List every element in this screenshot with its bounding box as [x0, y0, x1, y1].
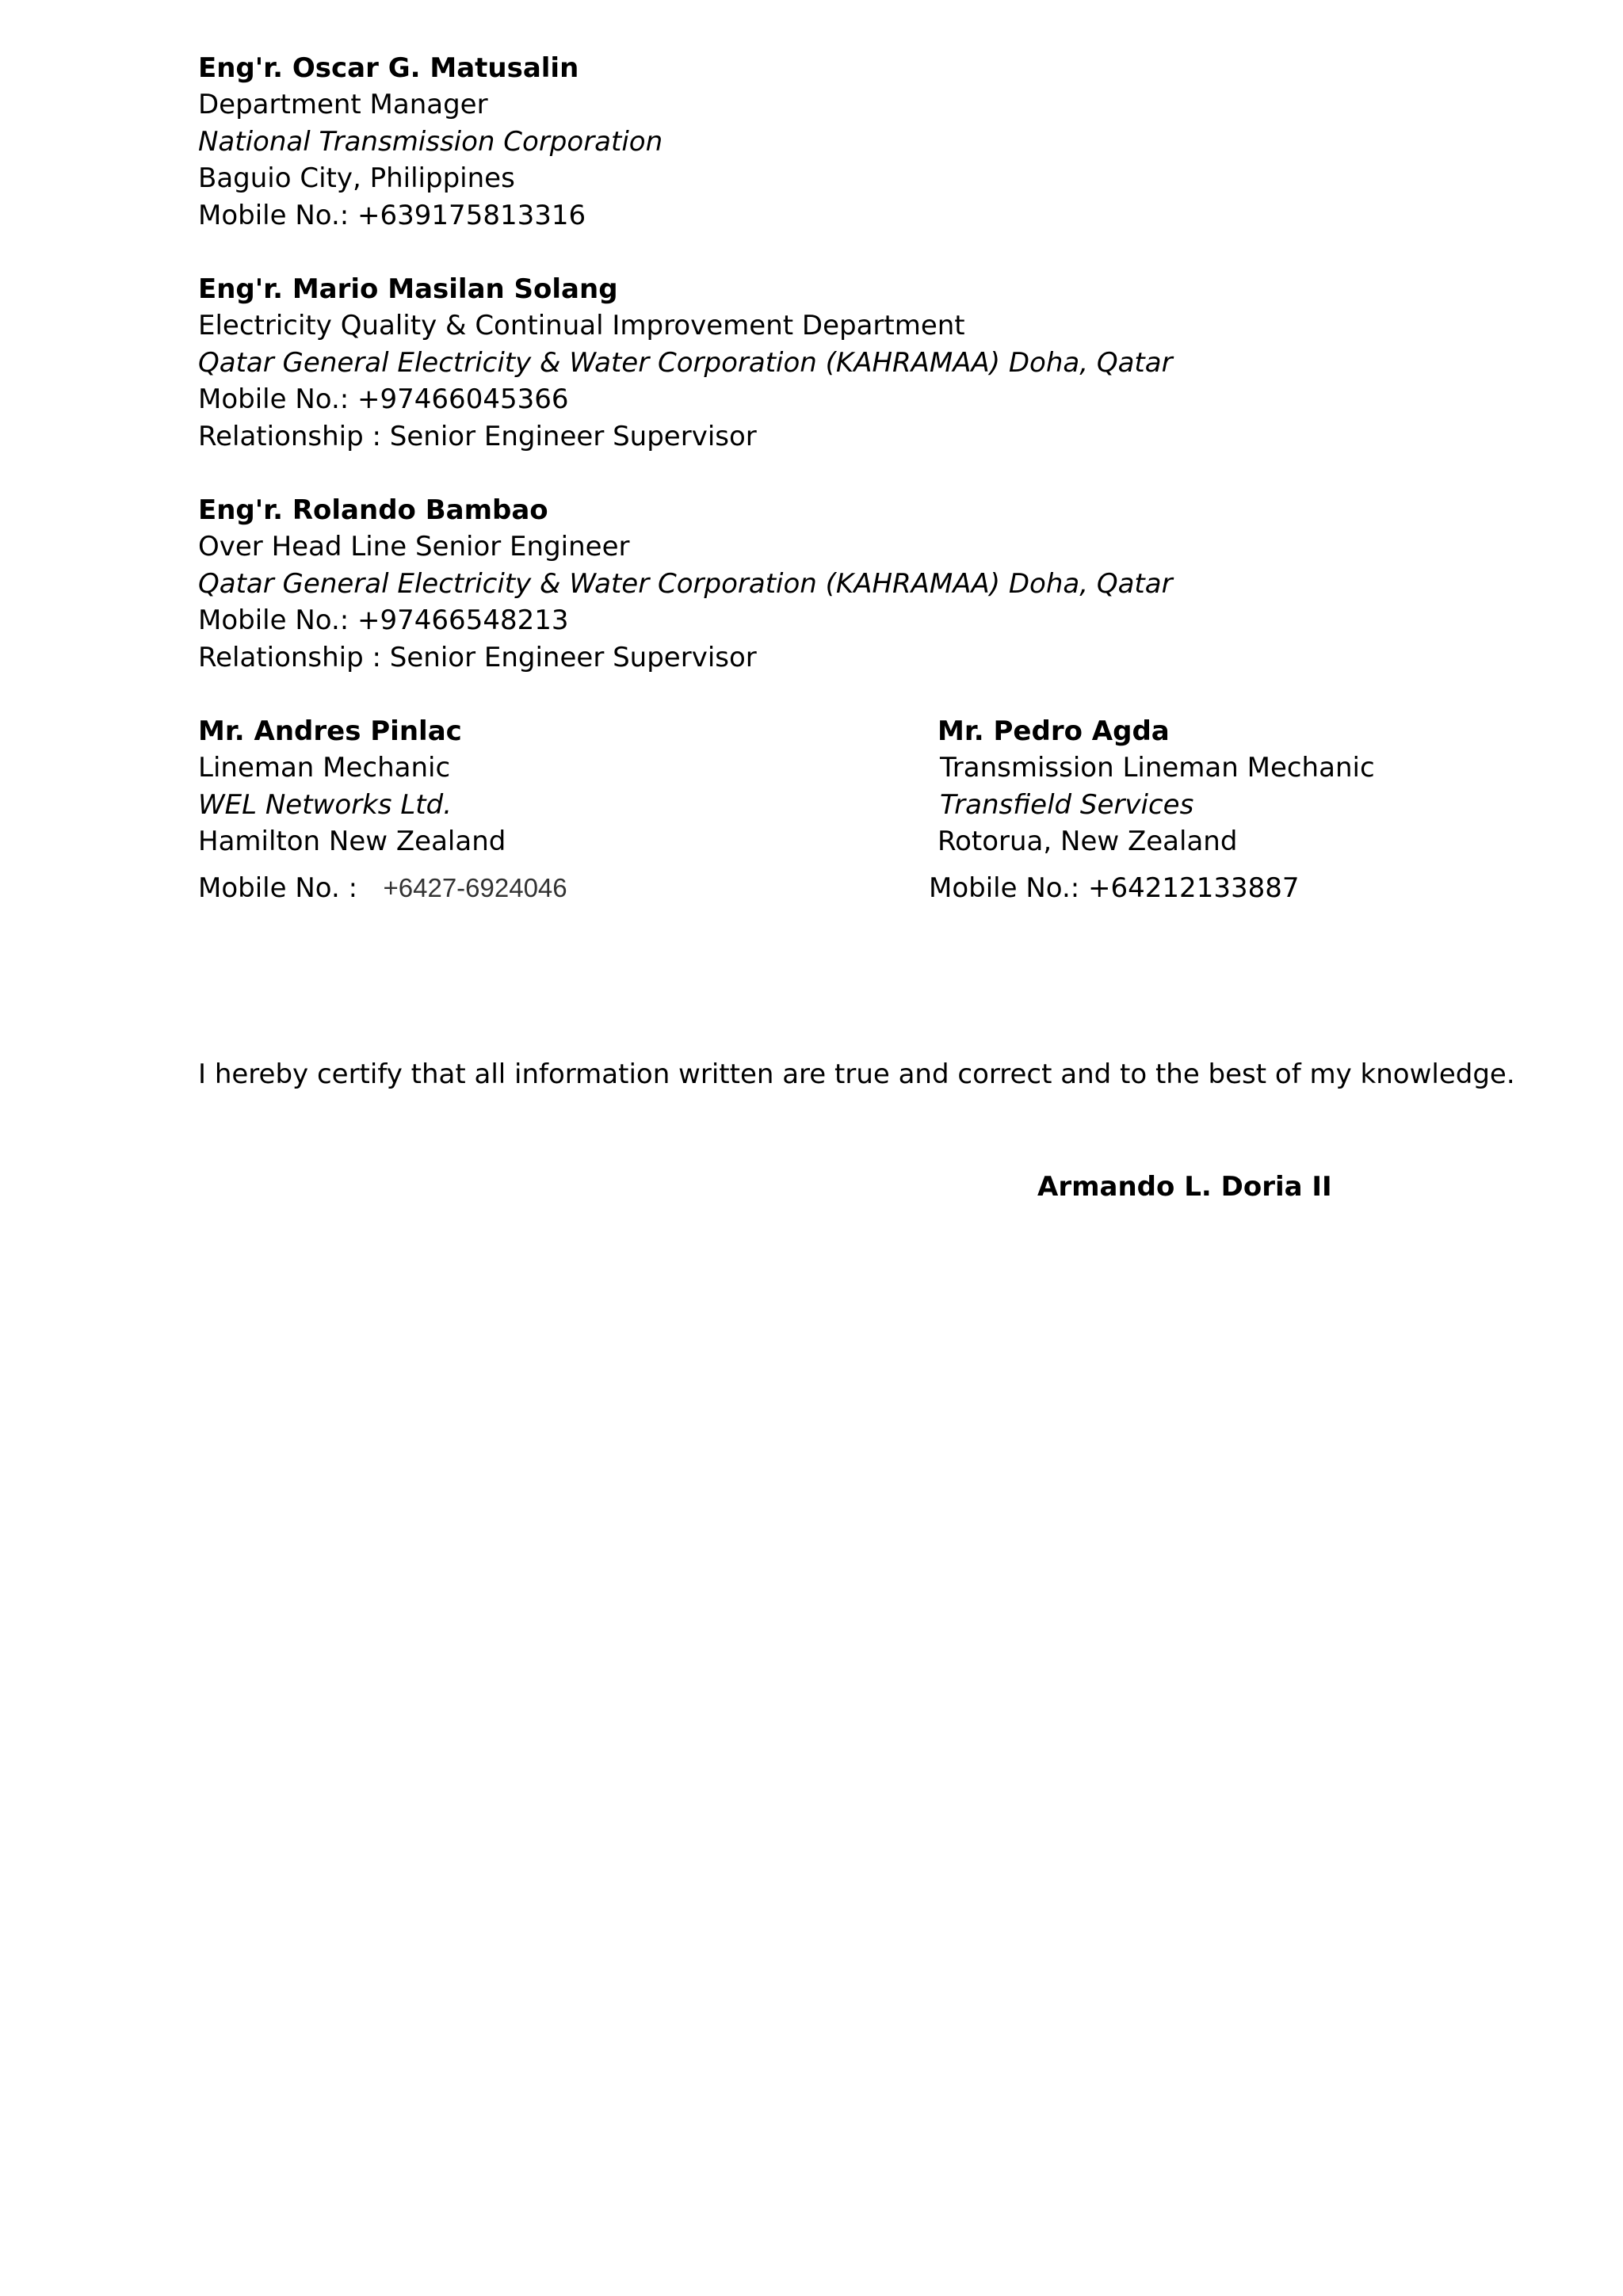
reference-mobile: Mobile No.: +97466548213 — [198, 605, 569, 636]
reference-mobile: Mobile No.: +97466045366 — [198, 383, 569, 415]
reference-company: Transfield Services — [940, 789, 1194, 821]
mobile-number: +6427-6924046 — [383, 873, 567, 902]
reference-title: Lineman Mechanic — [198, 752, 451, 784]
reference-name: Eng'r. Rolando Bambao — [198, 494, 548, 526]
reference-company: National Transmission Corporation — [198, 126, 663, 158]
reference-name: Mr. Andres Pinlac — [198, 715, 462, 747]
reference-title: Over Head Line Senior Engineer — [198, 531, 630, 563]
mobile-label: Mobile No. : — [198, 872, 358, 904]
reference-company: WEL Networks Ltd. — [198, 789, 452, 821]
reference-name: Eng'r. Mario Masilan Solang — [198, 273, 618, 305]
reference-mobile — [198, 870, 567, 906]
reference-company: Qatar General Electricity & Water Corporation (KAHRAMAA) Doha, Qatar — [198, 568, 1173, 600]
certification-statement: I hereby certify that all information written are true and correct and to the best of my knowledge. — [198, 1058, 1515, 1090]
reference-title: Transmission Lineman Mechanic — [940, 752, 1375, 784]
reference-mobile: Mobile No.: +64212133887 — [929, 872, 1300, 904]
reference-location: Rotorua, New Zealand — [938, 826, 1238, 857]
reference-location: Baguio City, Philippines — [198, 162, 515, 194]
reference-name: Eng'r. Oscar G. Matusalin — [198, 52, 579, 84]
reference-company: Qatar General Electricity & Water Corporation (KAHRAMAA) Doha, Qatar — [198, 347, 1173, 379]
reference-location: Hamilton New Zealand — [198, 826, 506, 857]
reference-title: Electricity Quality & Continual Improvement Department — [198, 310, 965, 341]
signatory-name: Armando L. Doria II — [1037, 1171, 1332, 1203]
reference-relationship: Relationship : Senior Engineer Supervisor — [198, 421, 757, 452]
reference-title: Department Manager — [198, 89, 488, 120]
reference-relationship: Relationship : Senior Engineer Supervisor — [198, 642, 757, 673]
reference-mobile: Mobile No.: +639175813316 — [198, 200, 586, 231]
reference-name: Mr. Pedro Agda — [938, 715, 1170, 747]
